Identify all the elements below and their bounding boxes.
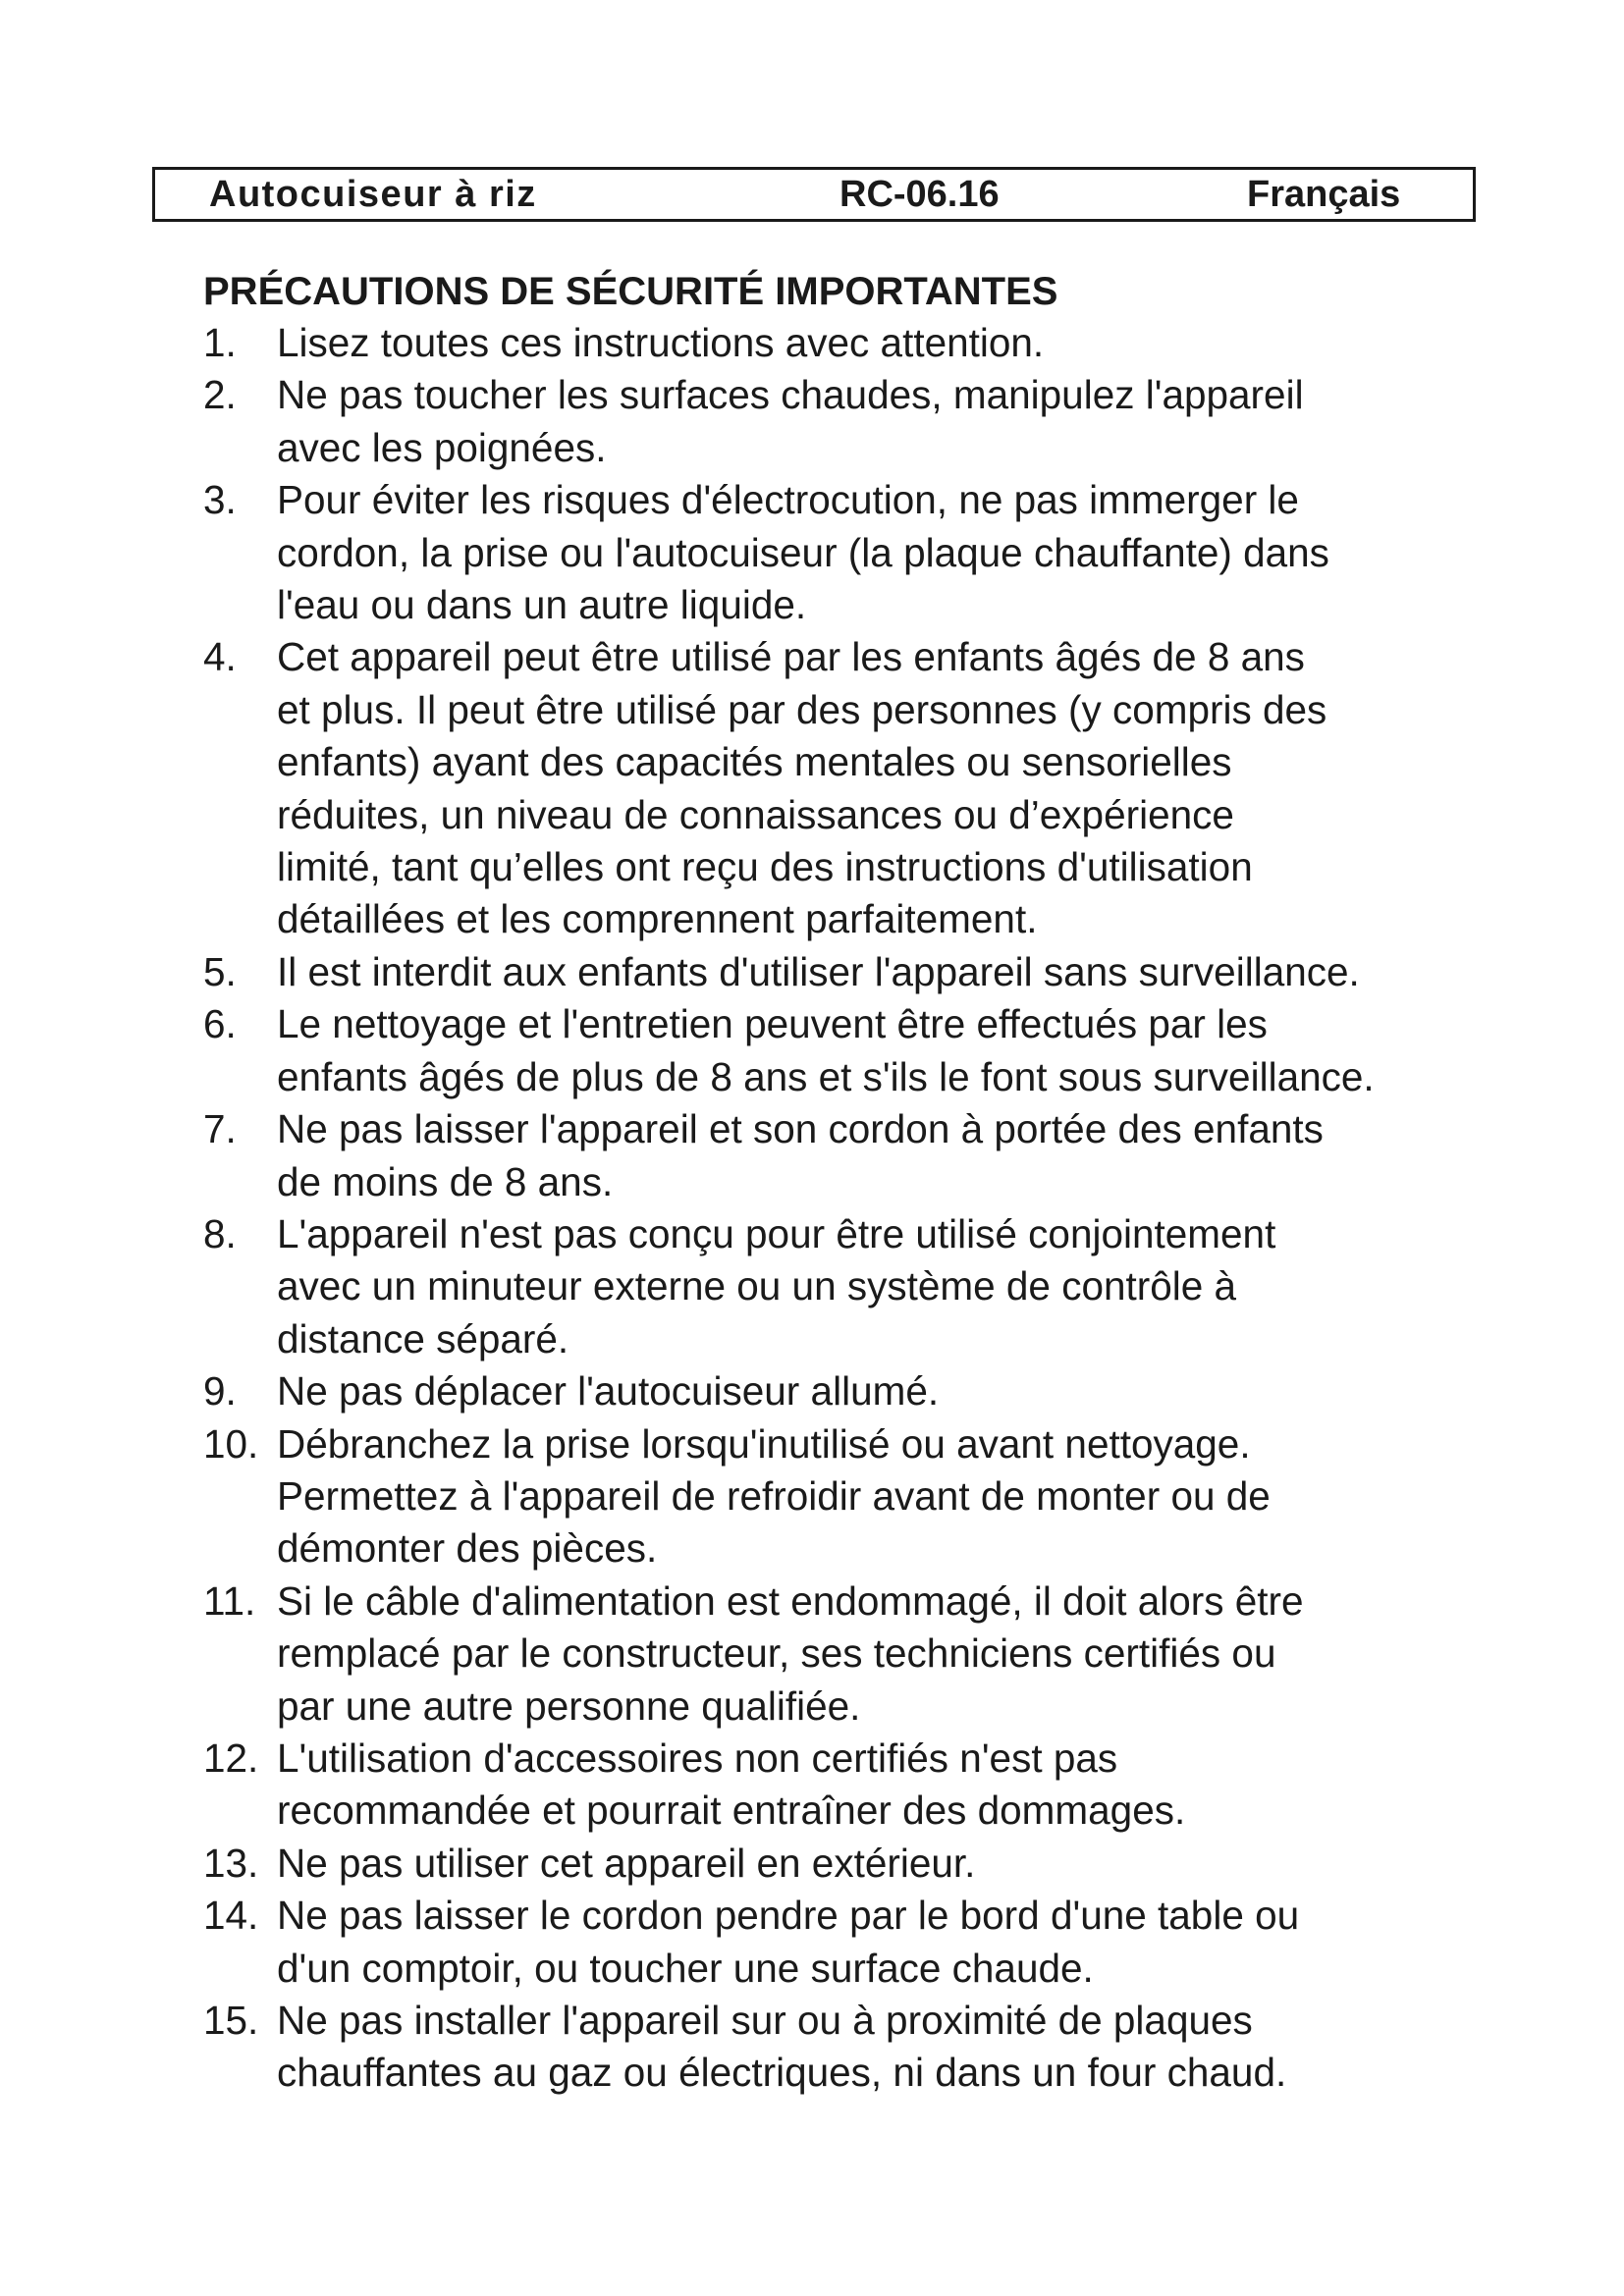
list-item-line: Pour éviter les risques d'électrocution, ne pas immerger le [277, 477, 1299, 523]
list-item-line: remplacé par le constructeur, ses techniciens certifiés ou [277, 1630, 1276, 1677]
header-box [152, 167, 1476, 222]
list-item-line: Ne pas déplacer l'autocuiseur allumé. [277, 1368, 940, 1415]
header-language: Français [1247, 174, 1401, 215]
list-item-line: cordon, la prise ou l'autocuiseur (la plaque chauffante) dans [277, 529, 1329, 575]
list-item [203, 631, 1509, 945]
list-item-text [277, 1575, 1509, 1733]
list-item [203, 1418, 1509, 1575]
list-item-text [277, 369, 1509, 474]
list-item-number: 8. [203, 1210, 237, 1256]
list-item-line: Ne pas laisser le cordon pendre par le bord d'une table ou [277, 1893, 1300, 1939]
list-item-line: recommandée et pourrait entraîner des dommages. [277, 1788, 1186, 1834]
list-item [203, 474, 1509, 631]
list-item-line: distance séparé. [277, 1315, 569, 1362]
list-item-text [277, 1995, 1509, 2100]
list-item-line: Lisez toutes ces instructions avec attention. [277, 320, 1045, 365]
list-item-line: Ne pas installer l'appareil sur ou à proximité de plaques [277, 1998, 1253, 2043]
list-item-line: détaillées et les comprennent parfaitement. [277, 896, 1038, 942]
list-item [203, 1890, 1509, 1995]
list-item-number: 9. [203, 1368, 237, 1415]
list-item-line: Permettez à l'appareil de refroidir avant de monter ou de [277, 1472, 1271, 1519]
list-item-number: 2. [203, 372, 237, 418]
list-item-line: Ne pas laisser l'appareil et son cordon à portée des enfants [277, 1106, 1324, 1152]
safety-list [203, 317, 1509, 2100]
list-item-number: 14. [203, 1893, 259, 1939]
list-item-number: 15. [203, 1998, 259, 2043]
list-item-text [277, 1103, 1509, 1208]
list-item-text [277, 998, 1509, 1103]
list-item-number: 12. [203, 1735, 259, 1781]
list-item-text [277, 1418, 1509, 1575]
list-item-number: 4. [203, 634, 237, 680]
list-item-line: enfants) ayant des capacités mentales ou sensorielles [277, 739, 1232, 785]
section-title: PRÉCAUTIONS DE SÉCURITÉ IMPORTANTES [203, 270, 1058, 313]
list-item-line: enfants âgés de plus de 8 ans et s'ils le font sous surveillance. [277, 1053, 1375, 1099]
list-item [203, 998, 1509, 1103]
list-item-line: L'utilisation d'accessoires non certifiés n'est pas [277, 1735, 1118, 1781]
list-item-number: 6. [203, 1001, 237, 1047]
list-item-text [277, 1365, 1509, 1417]
list-item-line: Il est interdit aux enfants d'utiliser l'appareil sans surveillance. [277, 948, 1360, 994]
list-item-line: avec un minuteur externe ou un système de contrôle à [277, 1263, 1237, 1309]
list-item-line: Cet appareil peut être utilisé par les enfants âgés de 8 ans [277, 634, 1305, 680]
list-item-line: Ne pas utiliser cet appareil en extérieur. [277, 1840, 976, 1886]
list-item-number: 5. [203, 948, 237, 994]
list-item-line: limité, tant qu’elles ont reçu des instructions d'utilisation [277, 844, 1253, 890]
list-item-line: de moins de 8 ans. [277, 1158, 614, 1204]
header-product: Autocuiseur à riz [209, 174, 537, 215]
list-item-line: Si le câble d'alimentation est endommagé, il doit alors être [277, 1577, 1304, 1624]
list-item [203, 1208, 1509, 1365]
list-item-line: avec les poignées. [277, 424, 607, 470]
list-item-text [277, 1838, 1509, 1890]
header-model: RC-06.16 [839, 174, 1000, 215]
list-item-line: chauffantes au gaz ou électriques, ni dans un four chaud. [277, 2050, 1287, 2096]
list-item-text [277, 1890, 1509, 1995]
list-item-number: 3. [203, 477, 237, 523]
list-item [203, 1103, 1509, 1208]
list-item-line: d'un comptoir, ou toucher une surface chaude. [277, 1945, 1094, 1991]
list-item-text [277, 317, 1509, 369]
list-item [203, 1575, 1509, 1733]
list-item-number: 1. [203, 320, 237, 365]
list-item-number: 7. [203, 1106, 237, 1152]
list-item-line: par une autre personne qualifiée. [277, 1682, 861, 1729]
list-item-line: Débranchez la prise lorsqu'inutilisé ou avant nettoyage. [277, 1420, 1251, 1467]
list-item [203, 1733, 1509, 1838]
list-item-line: Ne pas toucher les surfaces chaudes, manipulez l'appareil [277, 372, 1304, 418]
list-item [203, 1365, 1509, 1417]
list-item-line: L'appareil n'est pas conçu pour être utilisé conjointement [277, 1210, 1276, 1256]
list-item [203, 369, 1509, 474]
list-item-text [277, 1733, 1509, 1838]
list-item-line: l'eau ou dans un autre liquide. [277, 582, 807, 628]
list-item-text [277, 474, 1509, 631]
list-item-line: démonter des pièces. [277, 1525, 658, 1572]
list-item-line: réduites, un niveau de connaissances ou d’expérience [277, 791, 1234, 837]
list-item-text [277, 946, 1509, 998]
list-item-text [277, 631, 1509, 945]
list-item [203, 1838, 1509, 1890]
list-item-number: 11. [203, 1577, 256, 1624]
list-item-number: 10. [203, 1420, 259, 1467]
list-item [203, 946, 1509, 998]
list-item [203, 317, 1509, 369]
list-item [203, 1995, 1509, 2100]
list-item-number: 13. [203, 1840, 259, 1886]
list-item-line: et plus. Il peut être utilisé par des personnes (y compris des [277, 686, 1327, 732]
list-item-text [277, 1208, 1509, 1365]
list-item-line: Le nettoyage et l'entretien peuvent être effectués par les [277, 1001, 1268, 1047]
